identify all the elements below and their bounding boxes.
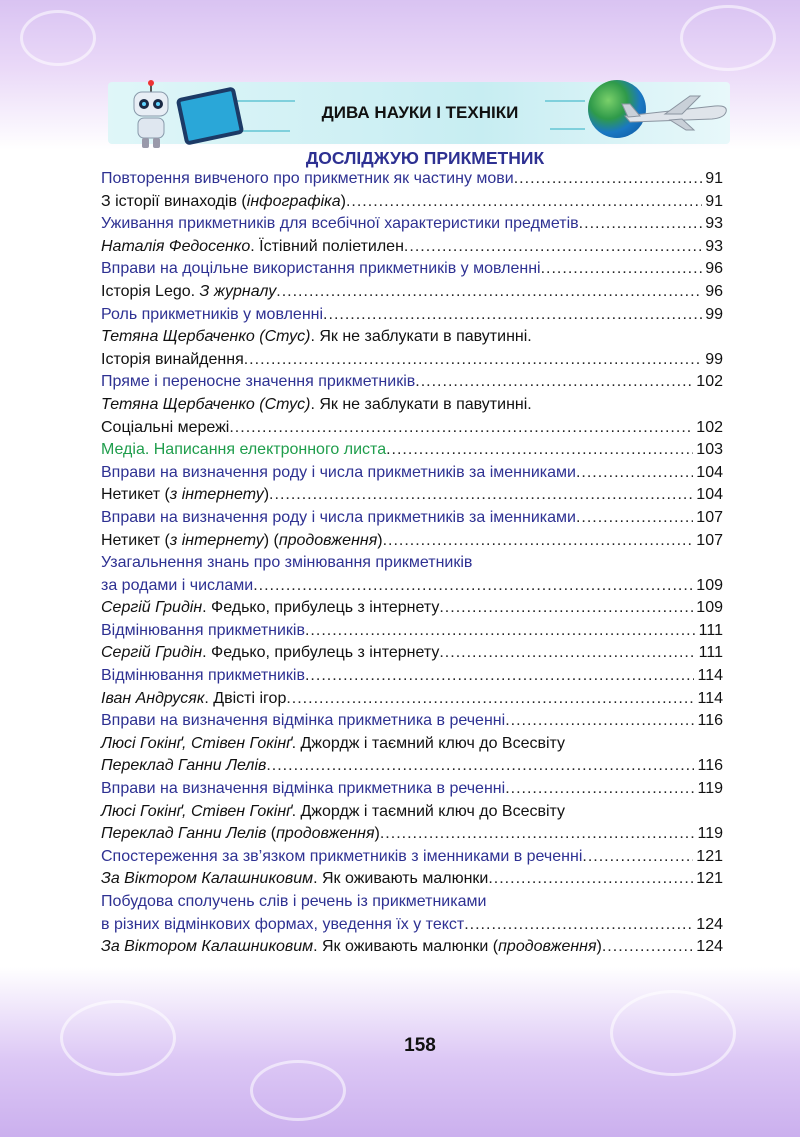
toc-page-number (720, 326, 723, 349)
toc-dot-leader (505, 710, 694, 733)
toc-page-number (720, 891, 723, 914)
toc-dot-leader (276, 281, 702, 304)
toc-entry[interactable] (101, 575, 723, 598)
toc-dot-leader (253, 575, 693, 598)
toc-entry-text: з інтернету (169, 531, 264, 549)
toc-entry[interactable] (101, 371, 723, 394)
toc-entry-text: продовження (498, 938, 597, 956)
toc-entry[interactable] (101, 823, 723, 846)
airplane-icon (620, 92, 730, 132)
toc-entry-text: Відмінювання прикметників (101, 667, 305, 685)
circuit-line-decoration (550, 128, 585, 130)
toc-dot-leader (565, 733, 720, 756)
page-number: 158 (404, 1035, 436, 1056)
toc-page-number: 116 (697, 712, 723, 730)
toc-page-number: 104 (696, 463, 723, 481)
toc-entry-title (101, 891, 486, 914)
toc-entry[interactable] (101, 936, 723, 959)
toc-entry[interactable] (101, 462, 723, 485)
toc-entry[interactable] (101, 801, 723, 824)
toc-dot-leader (514, 168, 702, 191)
toc-dot-leader (532, 394, 720, 417)
toc-dot-leader (415, 371, 693, 394)
toc-entry-text: Історія Lego. (101, 282, 200, 300)
toc-entry-text: Побудова сполучень слів і речень із прикметниками (101, 893, 487, 910)
toc-page-number: 124 (696, 915, 723, 933)
toc-dot-leader (323, 304, 702, 327)
toc-entry-title (101, 846, 582, 869)
toc-dot-leader (541, 258, 703, 281)
toc-entry[interactable] (101, 191, 723, 214)
toc-entry-title (101, 371, 415, 394)
toc-entry-text: Люсі Гокінґ, Стівен Гокінґ (101, 734, 292, 752)
toc-entry-text: ( (266, 825, 277, 843)
toc-entry[interactable] (101, 688, 723, 711)
toc-dot-leader (305, 665, 695, 688)
toc-page-number (720, 801, 723, 824)
toc-entry[interactable] (101, 236, 723, 259)
toc-dot-leader (404, 236, 702, 259)
swirl-ornament (20, 10, 96, 66)
toc-entry[interactable] (101, 304, 723, 327)
toc-page-number: 109 (696, 599, 723, 617)
toc-page-number: 111 (698, 644, 723, 662)
toc-entry-text: Вправи на визначення відмінка прикметника в реченні (101, 780, 506, 798)
toc-dot-leader (439, 597, 693, 620)
toc-entry[interactable] (101, 733, 723, 756)
toc-dot-leader (229, 417, 693, 440)
toc-page-number: 96 (705, 260, 723, 278)
toc-entry-title (101, 394, 532, 417)
toc-dot-leader (244, 349, 702, 372)
toc-entry-text: За Віктором Калашниковим (101, 870, 314, 888)
toc-entry-text: продовження (276, 825, 375, 843)
toc-entry-text: Пряме і переносне значення прикметників (101, 373, 416, 391)
toc-dot-leader (565, 801, 720, 824)
toc-entry[interactable] (101, 755, 723, 778)
toc-entry[interactable] (101, 394, 723, 417)
chapter-subtitle: ДОСЛІДЖУЮ ПРИКМЕТНИК (305, 148, 545, 168)
toc-entry-title (101, 733, 565, 756)
swirl-ornament (610, 990, 736, 1076)
toc-entry-text: з інтернету (169, 486, 264, 504)
toc-entry-text: інфографіка (246, 192, 341, 210)
toc-entry-title (101, 213, 579, 236)
toc-entry-title (101, 281, 276, 304)
toc-entry[interactable] (101, 891, 723, 914)
swirl-ornament (250, 1060, 346, 1121)
circuit-line-decoration (235, 100, 295, 102)
toc-entry-title (101, 530, 383, 553)
toc-page-number (720, 552, 723, 575)
toc-entry-text: . Їстівний поліетилен (250, 237, 404, 255)
toc-page-number: 119 (697, 780, 723, 798)
toc-dot-leader (439, 642, 695, 665)
toc-entry[interactable] (101, 507, 723, 530)
toc-entry-text: Уживання прикметників для всебічної характеристики предметів (101, 215, 579, 233)
toc-dot-leader (488, 868, 693, 891)
toc-page-number: 124 (696, 938, 723, 956)
toc-entry-text: Вправи на визначення роду і числа прикметників за іменниками (101, 508, 576, 526)
toc-entry-text: . Як оживають малюнки (313, 870, 489, 888)
toc-entry[interactable] (101, 914, 723, 937)
toc-entry-text: . Федько, прибулець з інтернету (202, 599, 440, 617)
toc-page-number: 114 (697, 667, 723, 685)
toc-page-number: 91 (705, 170, 723, 187)
toc-dot-leader (269, 484, 693, 507)
toc-page-number: 107 (696, 531, 723, 549)
toc-dot-leader (579, 213, 703, 236)
toc-entry-text: . Як оживають малюнки ( (313, 938, 499, 956)
toc-entry-title (101, 462, 576, 485)
toc-entry-text: продовження (278, 531, 378, 549)
toc-entry[interactable] (101, 168, 723, 191)
toc-dot-leader (386, 439, 693, 462)
toc-entry-title (101, 620, 305, 643)
toc-entry-text: Тетяна Щербаченко (Стус) (101, 395, 311, 413)
circuit-line-decoration (240, 130, 290, 132)
toc-entry[interactable] (101, 484, 723, 507)
toc-page-number: 111 (698, 621, 723, 639)
section-title: ДИВА НАУКИ І ТЕХНІКИ (321, 103, 519, 122)
toc-page-number: 102 (696, 418, 723, 436)
toc-entry-text: ) (596, 938, 602, 956)
toc-entry-text: Повторення вивченого про прикметник як частину мови (101, 170, 514, 187)
toc-entry-title (101, 755, 266, 778)
toc-entry-title (101, 665, 305, 688)
toc-dot-leader (380, 823, 695, 846)
toc-dot-leader (576, 462, 693, 485)
toc-entry[interactable] (101, 530, 723, 553)
toc-entry-title (101, 868, 488, 891)
toc-entry-text: Відмінювання прикметників (101, 621, 305, 639)
toc-entry-text: Роль прикметників у мовленні (101, 305, 324, 323)
toc-dot-leader (286, 688, 694, 711)
toc-dot-leader (346, 191, 702, 214)
toc-entry-text: Сергій Гридін (101, 644, 203, 662)
toc-entry-title (101, 823, 380, 846)
toc-page-number: 119 (697, 825, 723, 843)
toc-entry-title (101, 710, 505, 733)
toc-page-number: 104 (696, 486, 723, 504)
toc-entry-title (101, 575, 253, 598)
toc-entry-title (101, 168, 514, 191)
toc-dot-leader (383, 530, 694, 553)
toc-entry-title (101, 236, 404, 259)
swirl-ornament (60, 1000, 176, 1076)
toc-entry-text: З історії винаходів ( (101, 192, 247, 210)
toc-dot-leader (486, 891, 720, 914)
toc-entry-title (101, 326, 532, 349)
toc-entry[interactable] (101, 597, 723, 620)
toc-entry-title (101, 191, 346, 214)
toc-entry[interactable] (101, 868, 723, 891)
toc-entry-title (101, 349, 244, 372)
toc-entry[interactable] (101, 642, 723, 665)
toc-dot-leader (582, 846, 693, 869)
toc-entry[interactable] (101, 778, 723, 801)
toc-entry-text: Тетяна Щербаченко (Стус) (101, 328, 311, 346)
toc-entry-text: Вправи на доцільне використання прикметників у мовленні (101, 260, 541, 278)
toc-entry-text: ) (374, 825, 380, 843)
toc-dot-leader (464, 914, 693, 937)
toc-entry-text: за родами і числами (101, 576, 254, 594)
toc-entry-title (101, 642, 439, 665)
toc-entry-text: Наталія Федосенко (101, 237, 251, 255)
toc-page-number: 114 (697, 689, 723, 707)
toc-page-number: 109 (696, 576, 723, 594)
toc-entry-text: Нетикет ( (101, 486, 170, 504)
toc-page-number: 102 (696, 373, 723, 391)
toc-dot-leader (472, 552, 720, 575)
toc-entry-title (101, 439, 386, 462)
toc-entry-title (101, 507, 576, 530)
toc-entry-title (101, 597, 439, 620)
toc-entry-text: . Федько, прибулець з інтернету (202, 644, 440, 662)
toc-entry-text: ) ( (263, 531, 279, 549)
toc-entry-title (101, 688, 286, 711)
toc-entry-text: . Джордж і таємний ключ до Всесвіту (291, 802, 566, 820)
toc-entry-text: Переклад Ганни Лелів (101, 757, 267, 775)
toc-page-number: 93 (705, 215, 723, 233)
toc-entry-title (101, 484, 269, 507)
toc-dot-leader (266, 755, 694, 778)
toc-entry-title (101, 258, 541, 281)
toc-entry-text: Узагальнення знань про змінювання прикметників (101, 554, 473, 572)
toc-entry-text: ) (263, 486, 270, 504)
toc-entry-text: ) (377, 531, 383, 549)
toc-dot-leader (532, 326, 720, 349)
toc-page-number (720, 394, 723, 417)
toc-entry-text: Нетикет ( (101, 531, 170, 549)
toc-entry-text: Соціальні мережі (101, 418, 230, 436)
toc-entry-text: . Двісті ігор (204, 689, 287, 707)
toc-entry[interactable] (101, 326, 723, 349)
toc-entry[interactable] (101, 665, 723, 688)
toc-entry-title (101, 552, 472, 575)
toc-entry-title (101, 801, 565, 824)
toc-entry-title (101, 417, 229, 440)
toc-page-number: 107 (696, 508, 723, 526)
toc-page-number: 121 (696, 847, 723, 865)
toc-entry-text: . Як не заблукати в павутинні. (310, 395, 532, 413)
toc-entry-text: З журналу (199, 282, 277, 300)
toc-page-number: 96 (705, 282, 723, 300)
toc-page-number: 99 (705, 305, 723, 323)
toc-entry-text: Медіа. Написання електронного листа (101, 441, 387, 459)
toc-entry[interactable] (101, 258, 723, 281)
swirl-ornament (680, 5, 776, 71)
toc-entry-title (101, 304, 323, 327)
toc-dot-leader (505, 778, 694, 801)
toc-entry-title (101, 936, 602, 959)
toc-entry-text: Спостереження за зв’язком прикметників з іменниками в реченні (101, 847, 583, 865)
table-of-contents (101, 168, 723, 959)
toc-entry-text: в різних відмінкових формах, уведення їх у текст (101, 915, 465, 933)
toc-entry-text: Люсі Гокінґ, Стівен Гокінґ (101, 802, 292, 820)
toc-entry-text: . Як не заблукати в павутинні. (310, 328, 532, 346)
toc-entry[interactable] (101, 213, 723, 236)
circuit-line-decoration (545, 100, 585, 102)
toc-entry[interactable] (101, 552, 723, 575)
toc-entry-title (101, 914, 464, 937)
toc-page-number: 93 (705, 237, 723, 255)
toc-entry-text: Вправи на визначення роду і числа прикметників за іменниками (101, 463, 576, 481)
toc-entry[interactable] (101, 710, 723, 733)
toc-entry[interactable] (101, 620, 723, 643)
toc-entry[interactable] (101, 439, 723, 462)
toc-page-number: 99 (705, 350, 723, 368)
toc-entry[interactable] (101, 846, 723, 869)
toc-entry-text: Сергій Гридін (101, 599, 203, 617)
toc-page-number: 121 (696, 870, 723, 888)
toc-page-number: 116 (697, 757, 723, 775)
toc-entry[interactable] (101, 417, 723, 440)
toc-entry-text: ) (340, 192, 346, 210)
toc-page-number: 103 (696, 441, 723, 459)
toc-entry[interactable] (101, 349, 723, 372)
toc-entry-text: Вправи на визначення відмінка прикметника в реченні (101, 712, 506, 730)
toc-dot-leader (576, 507, 693, 530)
toc-dot-leader (305, 620, 696, 643)
toc-entry-title (101, 778, 505, 801)
toc-page-number (720, 733, 723, 756)
toc-entry-text: Іван Андрусяк (101, 689, 205, 707)
robot-icon (126, 80, 176, 150)
toc-page-number: 91 (705, 192, 723, 210)
toc-entry-text: Історія винайдення (101, 350, 244, 368)
toc-entry-text: . Джордж і таємний ключ до Всесвіту (291, 734, 566, 752)
toc-dot-leader (602, 936, 693, 959)
toc-entry[interactable] (101, 281, 723, 304)
toc-entry-text: За Віктором Калашниковим (101, 938, 314, 956)
toc-entry-text: Переклад Ганни Лелів (101, 825, 267, 843)
